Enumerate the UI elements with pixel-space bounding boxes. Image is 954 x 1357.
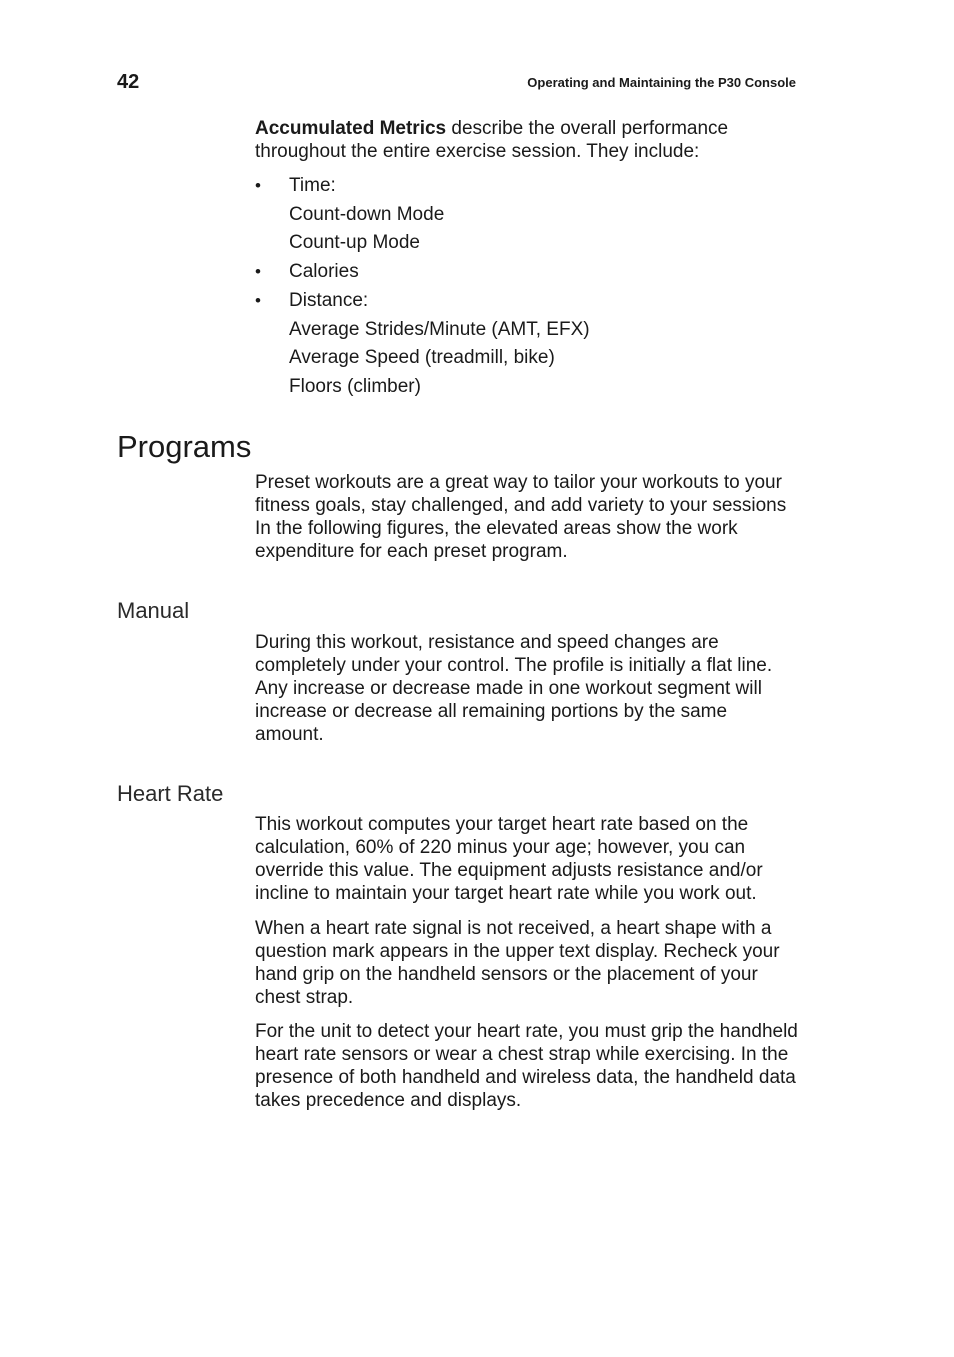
accumulated-metrics-term: Accumulated Metrics <box>255 118 447 139</box>
bullet-icon: • <box>255 290 261 310</box>
accumulated-metrics-intro <box>255 117 800 163</box>
list-item-label: Time: <box>289 175 336 196</box>
subsection-heading-heart-rate: Heart Rate <box>117 781 224 806</box>
heart-rate-paragraph: For the unit to detect your heart rate, you must grip the handheld heart rate sensors or wear a chest strap while exercising. In the presence of both handheld and wireless data, the handheld data takes precedence and displays. <box>255 1021 798 1111</box>
section-heading-programs: Programs <box>117 429 252 464</box>
manual-paragraph: During this workout, resistance and speed changes are completely under your control. The profile is initially a flat line. Any increase or decrease made in one workout segment will increase or decrease all remaining portions by the same amount. <box>255 632 773 745</box>
list-subitem: Count-up Mode <box>289 232 420 254</box>
heart-rate-paragraph: When a heart rate signal is not received, a heart shape with a question mark appears in the upper text display. Recheck your hand grip on the handheld sensors or the placement of your chest strap. <box>255 918 780 1008</box>
bullet-icon: • <box>255 262 261 282</box>
list-item-label: Calories <box>289 261 359 283</box>
list-subitem: Count-down Mode <box>289 203 445 225</box>
list-subitem: Floors (climber) <box>289 375 421 397</box>
programs-paragraph: Preset workouts are a great way to tailor your workouts to your fitness goals, stay challenged, and add variety to your sessions In the following figures, the elevated areas show the work expenditure for each preset program. <box>255 472 787 562</box>
subsection-heading-manual: Manual <box>117 598 190 623</box>
list-item <box>255 258 800 287</box>
accumulated-metrics-list <box>255 172 800 402</box>
list-item <box>255 287 800 402</box>
list-subitem: Average Strides/Minute (AMT, EFX) <box>289 318 590 340</box>
bullet-icon: • <box>255 176 261 195</box>
list-item <box>255 172 800 258</box>
accumulated-metrics-description: describe the overall performance throughout the entire exercise session. They include: <box>255 118 729 162</box>
heart-rate-paragraph: This workout computes your target heart rate based on the calculation, 60% of 220 minus your age; however, you can override this value. The equipment adjusts resistance and/or incline to maintain your target heart rate while you work out. <box>255 814 763 904</box>
list-subitem: Average Speed (treadmill, bike) <box>289 347 555 369</box>
page-number: 42 <box>117 71 140 93</box>
list-item-label: Distance: <box>289 289 369 311</box>
running-header: Operating and Maintaining the P30 Console <box>527 75 796 90</box>
